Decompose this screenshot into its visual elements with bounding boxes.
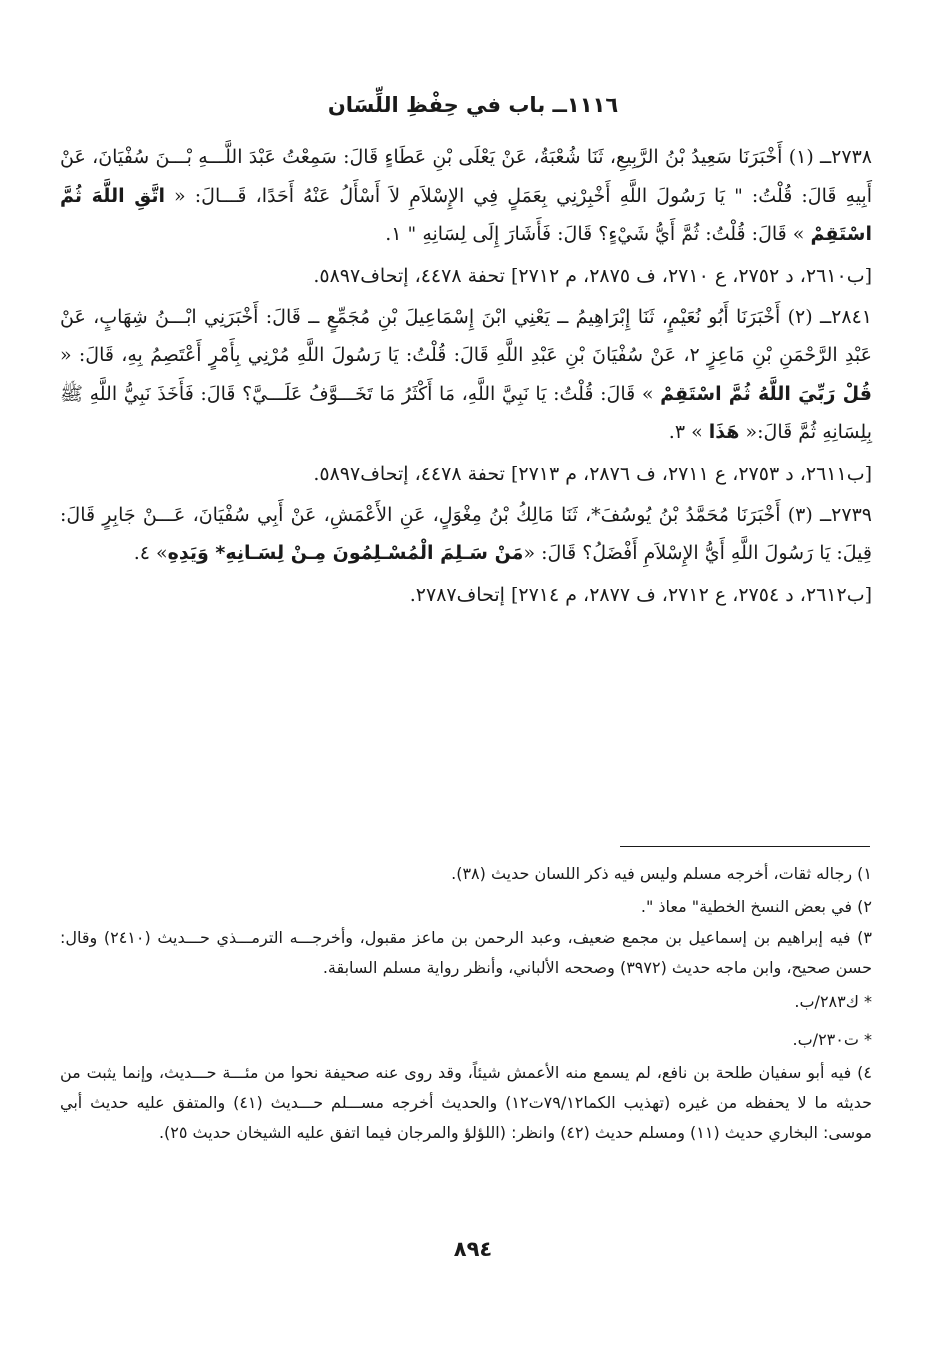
hadith-matn-bold: قُلْ رَبِّيَ اللَّهُ ثُمَّ اسْتَقِمْ (660, 382, 872, 405)
footnotes (60, 858, 872, 1148)
hadith-2841 (60, 298, 872, 452)
hadith-text: ٢٧٣٩ــ (٣) أَخْبَرَنَا مُحَمَّدُ بْنُ يُوسُفَ*، ثَنَا مَالِكُ بْنُ مِغْوَلٍ، عَنِ الأَعْمَشِ، عَنْ أَبِي سُفْيَانَ، عَـــنْ جَابِرٍ قَالَ: قِيلَ: يَا رَسُولَ اللَّهِ أَيُّ الإِسْلاَمِ أَفْضَلُ؟ قَالَ: « (60, 503, 872, 564)
hadith-text: » ٤. (133, 542, 168, 564)
hadith-matn-bold: هَذَا (708, 421, 740, 443)
hadith-reference: [ب٢٦١٠، د ٢٧٥٢، ع ٢٧١٠، ف ٢٨٧٥، م ٢٧١٢] تحفة ٤٤٧٨، إتحاف٥٨٩٧. (313, 264, 872, 287)
footnote-4: ٤) فيه أبو سفيان طلحة بن نافع، لم يسمع منه الأعمش شيئاً، وقد روى عنه صحيفة نحوا من مئـــة حـــديث، وإنما يثبت من حديثه ما لا يحفظه من غيره (تهذيب الكما٧٩/١٢ت١٢) والحديث أخرجه مســـلم حـــديث (٤١) والمتفق عليه حديث أبي موسى: البخاري حديث (١١) ومسلم حديث (٤٢) وانظر: (اللؤلؤ والمرجان فيما اتفق عليه الشيخان حديث ٢٥). (60, 1063, 872, 1142)
footnote-manuscript-note: * ك٢٨٣/ب. (794, 992, 872, 1011)
main-text (60, 138, 872, 617)
chapter-title: ١١١٦ــ باب في حِفْظِ اللِّسَان (327, 93, 619, 117)
hadith-2738 (60, 138, 872, 254)
hadith-reference: [ب٢٦١١، د ٢٧٥٣، ع ٢٧١١، ف ٢٨٧٦، م ٢٧١٣] تحفة ٤٤٧٨، إتحاف٥٨٩٧. (313, 462, 872, 485)
hadith-matn-bold: اتَّقِ اللَّهَ ثُمَّ اسْتَقِمْ (60, 184, 872, 245)
hadith-text: » ٣. (668, 421, 709, 443)
footnote-1: ١) رجاله ثقات، أخرجه مسلم وليس فيه ذكر اللسان حديث (٣٨). (451, 864, 872, 883)
hadith-text: » قَالَ: قُلْتُ: ثُمَّ أَيُّ شَيْءٍ؟ قَالَ: فَأَشَارَ إِلَى لِسَانِهِ " ١. (385, 223, 811, 245)
footnote-divider (620, 846, 870, 847)
hadith-matn-bold: مَنْ سَـلِمَ الْمُسْـلِمُونَ مِـنْ لِسَـانِهِ* وَيَدِهِ (167, 542, 524, 564)
hadith-2739 (60, 496, 872, 573)
hadith-text: ٢٧٣٨ــ (١) أَخْبَرَنَا سَعِيدُ بْنُ الرَّبِيعِ، ثَنَا شُعْبَةُ، عَنْ يَعْلَى بْنِ عَطَاءٍ قَالَ: سَمِعْتُ عَبْدَ اللَّـــهِ بْـــنَ سُفْيَانَ، عَنْ أَبِيهِ قَالَ: قُلْتُ: " يَا رَسُولَ اللَّهِ أَخْبِرْنِي بِعَمَلٍ فِي الإِسْلاَمِ لاَ أَسْأَلُ عَنْهُ أَحَدًا، قَـــالَ: « (60, 146, 872, 207)
footnote-3: ٣) فيه إبراهيم بن إسماعيل بن مجمع ضعيف، وعبد الرحمن بن ماعز مقبول، وأخرجـــه الترمـــذي حـــديث (٢٤١٠) وقال: حسن صحيح، وابن ماجه حديث (٣٩٧٢) وصححه الألباني، وأنظر رواية مسلم السابقة. (60, 928, 872, 977)
hadith-text: » قَالَ: قُلْتُ: يَا نَبِيَّ اللَّهِ، مَا أَكْثَرُ مَا تَخَـــوَّفُ عَلَـــيَّ؟ قَالَ: فَأَخَذَ نَبِيُّ اللَّهِ ﷺ بِلِسَانِهِ ثُمَّ قَالَ:« (60, 382, 872, 443)
footnote-manuscript-note: * ت٢٣٠/ب. (792, 1029, 872, 1049)
hadith-reference: [ب٢٦١٢، د ٢٧٥٤، ع ٢٧١٢، ف ٢٨٧٧، م ٢٧١٤] إتحاف٢٧٨٧. (409, 583, 872, 606)
page-number: ٨٩٤ (453, 1237, 493, 1261)
hadith-text: ٢٨٤١ــ (٢) أَخْبَرَنَا أَبُو نُعَيْمٍ، ثَنَا إِبْرَاهِيمُ ــ يَعْنِي ابْنَ إِسْمَاعِيلَ بْنِ مُجَمِّعٍ ــ قَالَ: أَخْبَرَنِي ابْـــنُ شِهَابٍ، عَنْ عَبْدِ الرَّحْمَنِ بْنِ مَاعِزٍ ٢، عَنْ سُفْيَانَ بْنِ عَبْدِ اللَّهِ قَالَ: قُلْتُ: يَا رَسُولَ اللَّهِ مُرْنِي بِأَمْرٍ أَعْتَصِمُ بِهِ، قَالَ: « (60, 305, 873, 366)
footnote-2: ٢) في بعض النسخ الخطية" معاذ ". (640, 896, 872, 916)
